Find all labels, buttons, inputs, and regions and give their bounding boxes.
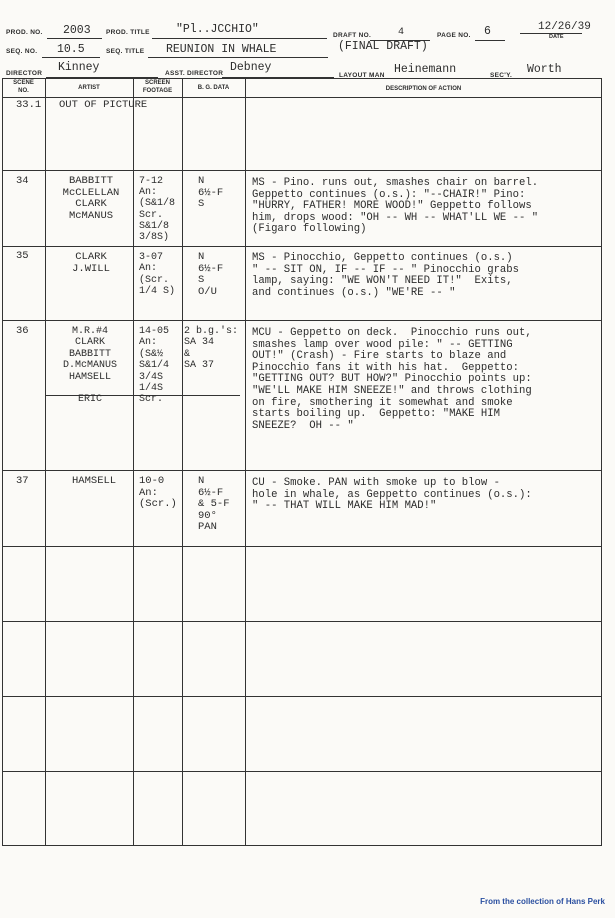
scene-number: 36 [16, 325, 29, 337]
scene-number: 34 [16, 175, 29, 187]
exposure-sheet-table [2, 78, 602, 846]
seq-no-label: SEQ. NO. [6, 48, 38, 55]
artist-cell: OUT OF PICTURE [59, 99, 148, 111]
asst-director: Debney [230, 61, 272, 74]
prod-title-label: PROD. TITLE [106, 29, 150, 36]
artist-cell: CLARK J.WILL [72, 251, 110, 275]
director: Kinney [58, 61, 100, 74]
layout-man: Heinemann [394, 63, 457, 76]
footage-cell: 14-05 An: (S&½ S&1/4 3/4S 1/4S Scr. [139, 326, 170, 406]
secy: Worth [527, 63, 562, 76]
description-cell: MS - Pinocchio, Geppetto continues (o.s.) " -- SIT ON, IF -- IF -- " Pinocchio grabs lamp, saying: "WE WON'T NEED IT!" Exits, and continues (o.s.) "WE'RE -- " [252, 252, 520, 299]
footage-cell: 7-12 An: (S&1/8 Scr. S&1/8 3/8S) [139, 176, 176, 244]
draft-no-label: DRAFT NO. [333, 32, 372, 39]
artist-cell: BABBITT McCLELLAN CLARK McMANUS [62, 175, 120, 222]
layout-man-label: LAYOUT MAN [339, 72, 385, 79]
col-header-scene-no: SCENE NO. [13, 80, 34, 94]
prod-title: "Pl..JCCHIO" [176, 23, 259, 36]
draft-no: 4 [398, 27, 405, 38]
description-cell: MS - Pino. runs out, smashes chair on barrel. Geppetto continues (o.s.): "--CHAIR!" Pino: "HURRY, FATHER! MORE WOOD!" Geppetto follows him, drops wood: "OH -- WH -- WHAT'LL WE -- " (Figaro following) [252, 177, 539, 236]
seq-no: 10.5 [57, 43, 85, 56]
bg-data-cell: N 6½-F & 5-F 90° PAN [198, 475, 230, 534]
artist-cell: HAMSELL [72, 475, 117, 487]
description-cell: CU - Smoke. PAN with smoke up to blow - hole in whale, as Geppetto continues (o.s.): " -- THAT WILL MAKE HIM MAD!" [252, 477, 532, 513]
bg-data-cell: N 6½-F S [198, 175, 224, 211]
col-header-screen-footage: SCREEN FOOTAGE [142, 80, 173, 94]
asst-director-label: ASST. DIRECTOR [165, 70, 224, 77]
page-no: 6 [484, 25, 491, 38]
prod-no: 2003 [63, 24, 91, 37]
seq-title-label: SEQ. TITLE [106, 48, 145, 55]
col-header-description: DESCRIPTION OF ACTION [385, 86, 462, 92]
scene-number: 35 [16, 250, 29, 262]
description-cell: MCU - Geppetto on deck. Pinocchio runs out, smashes lamp over wood pile: " -- GETTING OUT!" (Crash) - Fire starts to blaze and Pinocchio fans it with his hat. Geppetto: "GETTING OUT? BUT HOW?" Pinocchio points up: "WE'LL MAKE HIM SNEEZE!" and throws clothing on fire, smothering it somewhat and smoke starts boiling up. Geppetto: "MAKE HIM SNEEZE? OH -- " [252, 327, 532, 432]
scene-number: 37 [16, 475, 29, 487]
col-header-artist: ARTIST [78, 85, 100, 91]
col-header-bg-data: B. G. DATA [197, 85, 230, 91]
scene-number: 33.1 [16, 99, 42, 111]
director-label: DIRECTOR [6, 70, 43, 77]
final-draft: (FINAL DRAFT) [338, 40, 428, 53]
secy-label: SEC'Y. [490, 72, 513, 79]
bg-data-cell: N 6½-F S O/U [198, 251, 224, 298]
bg-data-cell: 2 b.g.'s: SA 34 & SA 37 [184, 326, 239, 372]
footage-cell: 3-07 An: (Scr. 1/4 S) [139, 252, 176, 298]
collection-credit: From the collection of Hans Perk [480, 897, 605, 906]
footage-cell: 10-0 An: (Scr.) [139, 475, 177, 511]
sheet-date: 12/26/39 [538, 21, 591, 33]
prod-no-label: PROD. NO. [6, 29, 43, 36]
artist-cell: M.R.#4 CLARK BABBITT D.McMANUS HAMSELL ERIC [62, 326, 117, 406]
page-no-label: PAGE NO. [437, 32, 471, 39]
date-label: DATE [549, 34, 564, 40]
seq-title: REUNION IN WHALE [166, 43, 277, 56]
